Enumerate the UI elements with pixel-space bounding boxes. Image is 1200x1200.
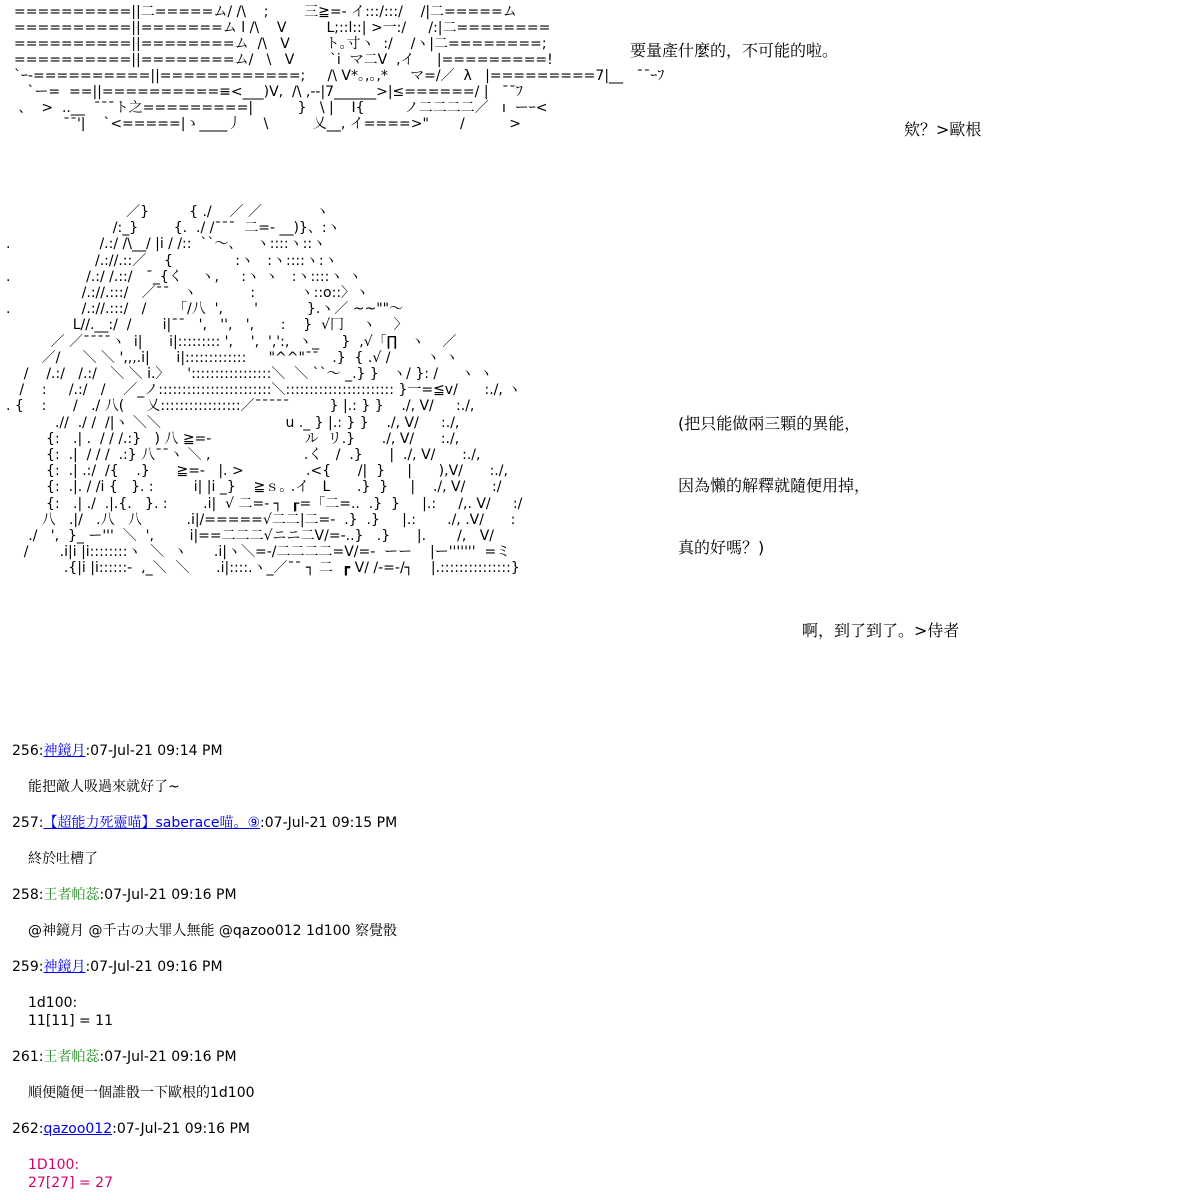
dialogue-line: 因為懶的解釋就隨便用掉，: [678, 476, 871, 495]
post-separator: :: [112, 1121, 117, 1137]
post-separator: :: [99, 1049, 105, 1065]
dice-roll-label: 1D100:: [28, 1157, 80, 1173]
post-date: 07-Jul-21 09:15 PM: [264, 815, 398, 831]
dice-roll-result: 11[11] = 11: [28, 1013, 113, 1029]
post-author-link[interactable]: 【超能力死靈喵】saberace喵。⑨: [43, 815, 261, 831]
post-text: 終於吐槽了: [28, 851, 98, 867]
dialogue-line: 要量產什麼的，不可能的啦。: [630, 41, 839, 60]
post-date: 07-Jul-21 09:16 PM: [104, 887, 237, 903]
dialogue-line: 真的好嗎？): [678, 538, 765, 557]
ascii-art-girl: ／} { ./ ／ ／ ヽ /:_} {. ./ /¯¯¯ 二=- __)}、:ヽ . /.:/ /\__/ |i / /:: ``～、 ヽ::::ヽ::ヽ /.://.::／ { :ヽ :ヽ::::ヽ:ヽ . /.:/ /.::/ ¯_{く ヽ, :ヽ ヽ :ヽ::::ヽ ヽ /.://.:::/ ／¯¯ ヽ : ヽ::o::〉ヽ . /.://.:::/ / 「/八 ', ' }.ヽ／ ~~""～ L//.__:/ / i|¯¯ ', '', ', : } √冂 ヽ 〉 ／ ／¯¯¯¯ヽ i| i|::::::::: ', ', ',':, ヽ_ } ,√「∏ ヽ ／ ／/ ＼ ＼ ',,,.i| i|::::::::::::: "^^"¯¯ .} { .√ / ヽ ヽ / /.:/ /.:/ ＼ ＼ i.〉 ':::::::::::::::::＼ ＼ ``～ _.} } ヽ/ }: / ヽ ヽ / : /.:/ / ／_ノ::::::::::::::::::::::::＼::::::::::::::::::::::: }一=≦v/ :./, ヽ . { : / ./ 八( 乂:::::::::::::::::／¯¯¯¯¯ } |.: } } ./, V/ :./, .// ./ / /|ヽ ＼＼ u ._ } |.: } } ./, V/ :./, {: .| . / / /.:} ) 八 ≧=- ル リ.} ./, V/ :./, {: .| / / / .:} 八¯¯ヽ ＼ , .く / .} | ./, V/ :./, {: .| .:/ /{ .} ≧=- |. > .<{ /| } | ),V/ :./, {: .|. / /i { }. : i| |i _} ≧ｓ｡ .イ L .} } | ./, V/ :/ {: .| ./ .|.{. }. : .i| √ 二=- ┐ ┎=「二=.. .} } |.: /,. V/ :/ 八 .|/ .八 八 .i|/=====√二二|二=- .} .} |.: ./, .V/ : ./ ', }_ ー''' ＼ ', i|==二二二√ニニ二V/=-..} .} |. /, V/ / .i|i |i::::::::ヽ ＼ ヽ .i|ヽ＼=-/二二二二=V/=- ーー |ー''''''' =ミ .{|i |i::::::- ,_＼ ＼ .i|::::.ヽ_／¯¯ ┐ 二 ┏ V/ /-=-/┐ |.:::::::::::::::}: [6, 204, 523, 577]
post-header: [12, 814, 397, 832]
post-separator: :: [85, 959, 91, 975]
post-number: 258:: [12, 887, 44, 903]
post-separator: :: [99, 887, 105, 903]
post-number: 256:: [12, 743, 44, 759]
post-date: 07-Jul-21 09:14 PM: [90, 743, 223, 759]
post-header: [12, 742, 223, 760]
dice-roll-result: 27[27] = 27: [28, 1175, 113, 1191]
post-header: [12, 886, 237, 904]
post-author: 王者帕蕊: [43, 887, 100, 903]
post-body: [28, 922, 397, 940]
post-number: 259:: [12, 959, 44, 975]
post-text: 順便隨便一個誰骰一下歐根的1d100: [28, 1085, 255, 1101]
post-number: 262:: [12, 1121, 44, 1137]
post-date: 07-Jul-21 09:16 PM: [104, 1049, 237, 1065]
dialogue-line: 啊，到了到了。>侍者: [802, 621, 960, 640]
ascii-art-top: ==========||二=====ム/ /\ ; 三≧=- イ:::/:::/ /|二=====ム ==========||=======ム l /\ V L;::l::| >一:/ /:|二======== ==========||========ム /\ V ト｡寸ヽ :/ /ヽ|二========; ==========||========ム/ \ V `i マ二V ,イ |=========! `ｰ-==========||============; /\ V*｡,｡,* マ=/／ λ |=========7|__ ¯¯ｰﾌ `ー= ==||==========≡<___)V, /\ ,--|7______>|≤======/ | ¯¯ﾌ 、 > ..__ ¯¯¯ト之=========| } \ | I{ ノ二二二二／ ı ーｰ< ¯¯'| `<=====|ゝ____丿 \ 乂__, イ====>" / >: [14, 4, 665, 132]
post-author-link[interactable]: 神鏡月: [43, 959, 86, 975]
dialogue-line: 欸？>歐根: [904, 120, 982, 139]
post-body: [28, 1084, 255, 1102]
dialogue-line: (把只能做兩三顆的異能，: [678, 414, 861, 433]
post-text: 能把敵人吸過來就好了~: [28, 779, 180, 795]
post-number: 257:: [12, 815, 44, 831]
post-number: 261:: [12, 1049, 44, 1065]
post-author-link[interactable]: qazoo012: [43, 1121, 113, 1137]
post-separator: :: [85, 743, 91, 759]
post-date: 07-Jul-21 09:16 PM: [90, 959, 223, 975]
post-body: [28, 994, 113, 1030]
post-author-link[interactable]: 神鏡月: [43, 743, 86, 759]
dice-roll-label: 1d100:: [28, 995, 78, 1011]
post-header: [12, 1120, 250, 1138]
post-separator: :: [260, 815, 265, 831]
post-body: [28, 850, 98, 868]
post-date: 07-Jul-21 09:16 PM: [116, 1121, 251, 1137]
post-body: [28, 778, 180, 796]
post-body: [28, 1156, 113, 1192]
post-author: 王者帕蕊: [43, 1049, 100, 1065]
post-text: @神鏡月 @千古の大罪人無能 @qazoo012 1d100 察覺骰: [28, 923, 397, 939]
post-header: [12, 1048, 237, 1066]
post-header: [12, 958, 223, 976]
